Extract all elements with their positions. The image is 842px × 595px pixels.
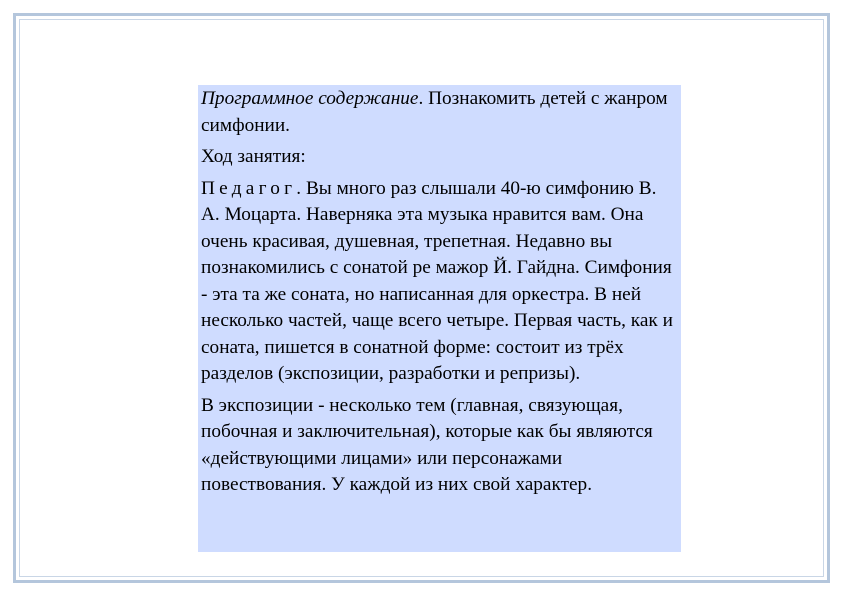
program-content-label: Программное содержание (201, 88, 419, 109)
program-content-dot: . (418, 88, 424, 109)
program-content-paragraph (201, 86, 677, 139)
teacher-speaker-dot: . (296, 177, 302, 199)
teacher-speech-text: Вы много раз слышали 40-ю симфонию В. А. Моцарта. Наверняка эта музыка нравится вам. Она очень красивая, душевная, трепетная. Недавно вы познакомились с сонатой ре мажор Й. Гайдна. Симфония - эта та же соната, но написанная для оркестра. В ней несколько частей, чаще всего четыре. Первая часть, как и соната, пишется в сонатной форме: состоит из трёх разделов (экспозиции, разработки и репризы). (201, 177, 673, 384)
lesson-heading: Ход занятия: (201, 146, 306, 167)
teacher-paragraph (201, 176, 677, 388)
exposition-paragraph: В экспозиции - несколько тем (главная, связующая, побочная и заключительная), которые как бы являются «действующими лицами» или персонажами повествования. У каждой из них свой характер. (201, 394, 653, 495)
text-box (198, 85, 681, 552)
program-content-text: Познакомить детей с жанром симфонии. (201, 88, 668, 136)
teacher-speaker-label: Педагог (201, 177, 297, 199)
